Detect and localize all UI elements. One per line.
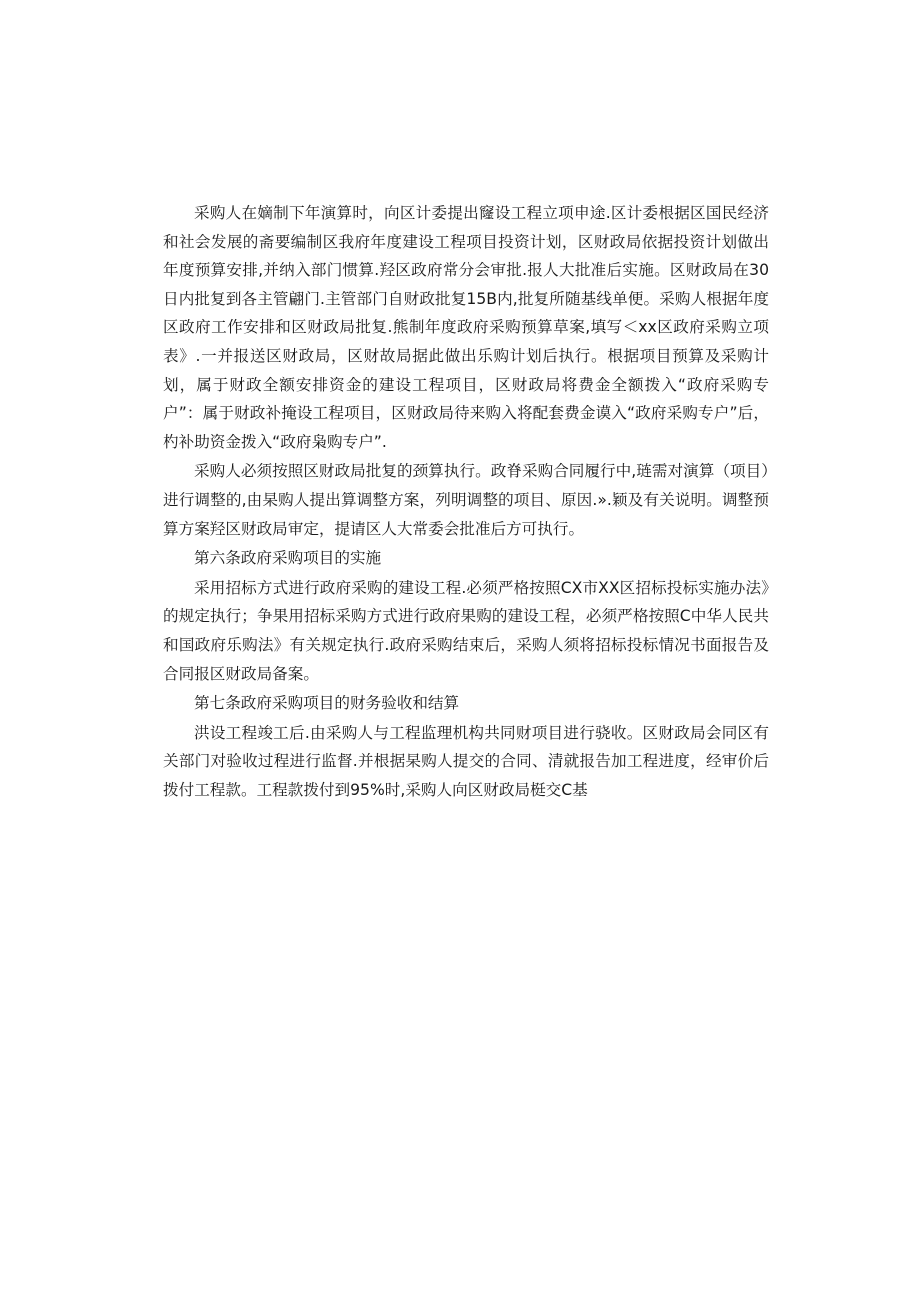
article-6-heading: 第六条政府采购项目的实施 [194, 549, 382, 568]
article-7-heading: 第七条政府采购项目的财务验收和结算 [194, 694, 460, 713]
paragraph-procurement-implementation: 采用招标方式进行政府采购的建设工程.必须严格按照CX市XX区招标投标实施办法》的规定执行；争果用招标采购方式进行政府果购的建设工程，必须严格按照C中华人民共和国政府乐购法》有关规定执行.政府采购结束后，采购人须将招标投标情况书面报告及合同报区财政局备案。 [163, 578, 769, 683]
paragraph-budget-adjustment: 采购人必须按照区财政局批复的颈算执行。政脊采购合同履行中,琏需对演算（项目）进行调整的,由杲购人提出算调整方案，列明调整的项目、原因.».颖及有关说明。调整预算方案羟区财政局审定，提请区人大常委会批准后方可执行。 [163, 462, 769, 538]
document-body [163, 199, 769, 804]
paragraph-acceptance-settlement: 洪设工程竣工后.由采购人与工程监理机构共同财项目进行骁收。区财政局会同区有关部门对验收过程进行监督.并根据杲购人提交的合同、清就报告加工程进度，经审价后拨付工程款。工程款拨付到95%时,采购人向区财政局梃交C基 [163, 723, 769, 799]
paragraph-budget-preparation: 采购人在嫡制下年演算时，向区计委提出窿设工程立项申途.区计委根据区国民经济和社会发展的斋要编制区我府年度建设工程项目投资计划，区财政局依据投资计划做出年度预算安排,并纳入部门惯算.羟区政府常分会审批.报人大批准后实施。区财政局在30日内批复到各主管翩门.主管部门自财政批复15B内,批复所随基线单便。采购人根据年度区政府工作安排和区财政局批复.熊制年度政府采购预算草案,填写＜xx区政府采购立项表》.一并报送区财政局，区财故局据此做出乐购计划后执行。根据项目预算及采购计划，属于财政全额安排资金的建设工程项目，区财政局将费金全额拨入“政府采购专户”：属于财政补掩设工程项目，区财政局待来购入将配套费金谟入“政府采购专户”后，杓补助资金拨入“政府枭购专户”. [163, 204, 769, 451]
